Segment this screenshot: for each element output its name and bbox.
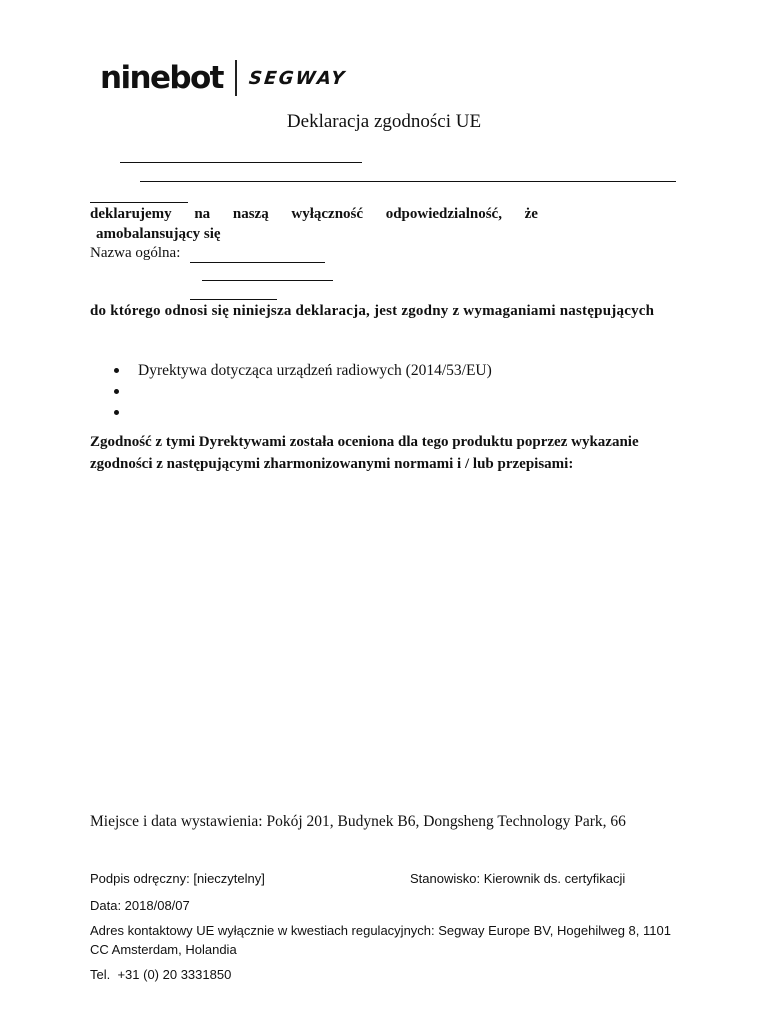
place-and-date: Miejsce i data wystawienia: Pokój 201, Budynek B6, Dongsheng Technology Park, 66 — [90, 813, 626, 830]
conformity-statement: do którego odnosi się niniejsza deklaracja, jest zgodny z wymaganiami następujących — [90, 303, 655, 319]
segway-wordmark: SEGWAY — [247, 67, 348, 89]
declaration-line — [90, 206, 538, 223]
bullet-icon — [114, 410, 119, 415]
declare-word: naszą — [232, 206, 269, 222]
assessment-line-2: zgodności z następującymi zharmonizowanymi normami i / lub przepisami: — [90, 456, 574, 472]
blank-line-address — [140, 181, 676, 182]
generic-name-blank — [190, 262, 325, 263]
position-line: Stanowisko: Kierownik ds. certyfikacji — [410, 871, 626, 886]
blank-line-short — [90, 202, 188, 203]
bullet-icon — [114, 389, 119, 394]
declare-word: na — [194, 206, 211, 222]
eu-contact-line-2: CC Amsterdam, Holandia — [90, 942, 237, 957]
document-title: Deklaracja zgodności UE — [286, 111, 482, 132]
declare-word: deklarujemy — [90, 206, 172, 222]
phone-number: Tel. +31 (0) 20 3331850 — [90, 967, 232, 982]
declare-word: wyłączność — [291, 206, 364, 222]
product-description: amobalansujący się — [96, 226, 221, 242]
blank-line-model — [202, 280, 333, 281]
blank-line-serial — [190, 299, 277, 300]
bullet-icon — [114, 368, 119, 373]
company-logo — [100, 58, 346, 98]
assessment-line-1: Zgodność z tymi Dyrektywami została oceniona dla tego produktu poprzez wykazanie — [90, 434, 639, 450]
directives-list — [112, 360, 492, 423]
directive-text: Dyrektywa dotycząca urządzeń radiowych (2014/53/EU) — [138, 362, 492, 379]
declare-word: że — [524, 206, 538, 222]
directive-item — [112, 402, 492, 423]
logo-divider — [235, 60, 237, 96]
ninebot-wordmark: ninebot — [100, 59, 223, 96]
directive-item — [112, 360, 492, 381]
declare-word: odpowiedzialność, — [385, 206, 502, 222]
directive-item — [112, 381, 492, 402]
generic-name-label: Nazwa ogólna: — [90, 245, 181, 261]
blank-line-manufacturer — [120, 162, 362, 163]
issue-date: Data: 2018/08/07 — [90, 898, 190, 913]
eu-contact-line-1: Adres kontaktowy UE wyłącznie w kwestiach regulacyjnych: Segway Europe BV, Hogehilweg 8, 1101 — [90, 923, 671, 938]
signature-line: Podpis odręczny: [nieczytelny] — [90, 871, 265, 886]
